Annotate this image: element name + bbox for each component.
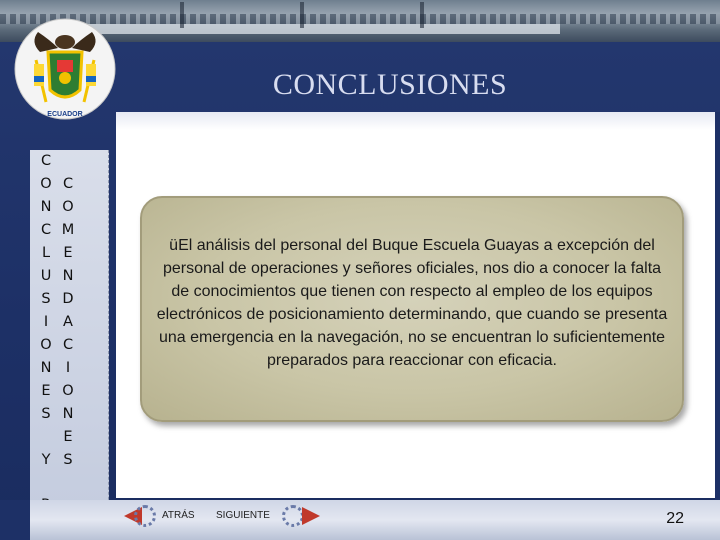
gear-icon	[282, 505, 304, 527]
conclusion-text: üEl análisis del personal del Buque Escuela Guayas a excepción del personal de operaciones y señores oficiales, nos dio a conocer la falta de conocimientos que tienen con respecto al empleo de los equipos electrónicos de posicionamiento determinando, que cuando se presenta una emergencia en la navegación, no se encuentran lo suficientemente preparados para reaccionar con eficacia.	[156, 237, 668, 369]
sidebar-letter: C	[40, 153, 52, 169]
banner-ship-hull	[60, 24, 560, 34]
sidebar-column-recomendaciones	[55, 173, 81, 472]
sidebar-letter: S	[63, 452, 73, 468]
sidebar-letter: E	[41, 383, 51, 399]
sidebar-letter: O	[62, 383, 74, 399]
sidebar-letter: O	[62, 199, 74, 215]
sidebar-letter: C	[62, 176, 74, 192]
right-border	[715, 112, 720, 540]
sidebar-letter: S	[41, 406, 51, 422]
arrow-right-icon[interactable]	[302, 507, 320, 525]
sidebar-letter: Y	[41, 452, 51, 468]
conclusion-text-box	[140, 196, 684, 422]
sidebar-letter: E	[63, 429, 73, 445]
sidebar-letter: I	[65, 360, 71, 376]
next-link[interactable]: SIGUIENTE	[216, 510, 270, 521]
nav-left-strip	[0, 500, 30, 540]
sidebar-letter: E	[63, 245, 73, 261]
sidebar-letter: L	[41, 245, 51, 261]
page-title: CONCLUSIONES	[272, 68, 508, 101]
sidebar-letter: N	[40, 360, 52, 376]
sidebar-letter: D	[62, 291, 74, 307]
page-number: 22	[666, 510, 684, 527]
banner-mast	[300, 2, 304, 28]
sidebar-letter: N	[62, 268, 74, 284]
sidebar-letter: O	[40, 176, 52, 192]
svg-text:ECUADOR: ECUADOR	[47, 111, 83, 118]
sidebar-letter: M	[61, 222, 75, 238]
sidebar-letter: O	[40, 337, 52, 353]
sidebar-letter: I	[43, 314, 49, 330]
sidebar-letter: C	[62, 337, 74, 353]
sidebar-letter: N	[62, 406, 74, 422]
back-link[interactable]: ATRÁS	[162, 510, 195, 521]
sidebar-letter: A	[63, 314, 73, 330]
banner-mast	[420, 2, 424, 28]
sidebar-letter: C	[40, 222, 52, 238]
navigation-bar	[0, 500, 720, 540]
gear-icon	[134, 505, 156, 527]
sidebar-letter: N	[40, 199, 52, 215]
sidebar-letter: S	[41, 291, 51, 307]
content-panel-header	[116, 112, 715, 130]
sidebar-letter: U	[40, 268, 52, 284]
banner-mast	[180, 2, 184, 28]
ecuador-coat-of-arms-logo	[10, 12, 120, 127]
